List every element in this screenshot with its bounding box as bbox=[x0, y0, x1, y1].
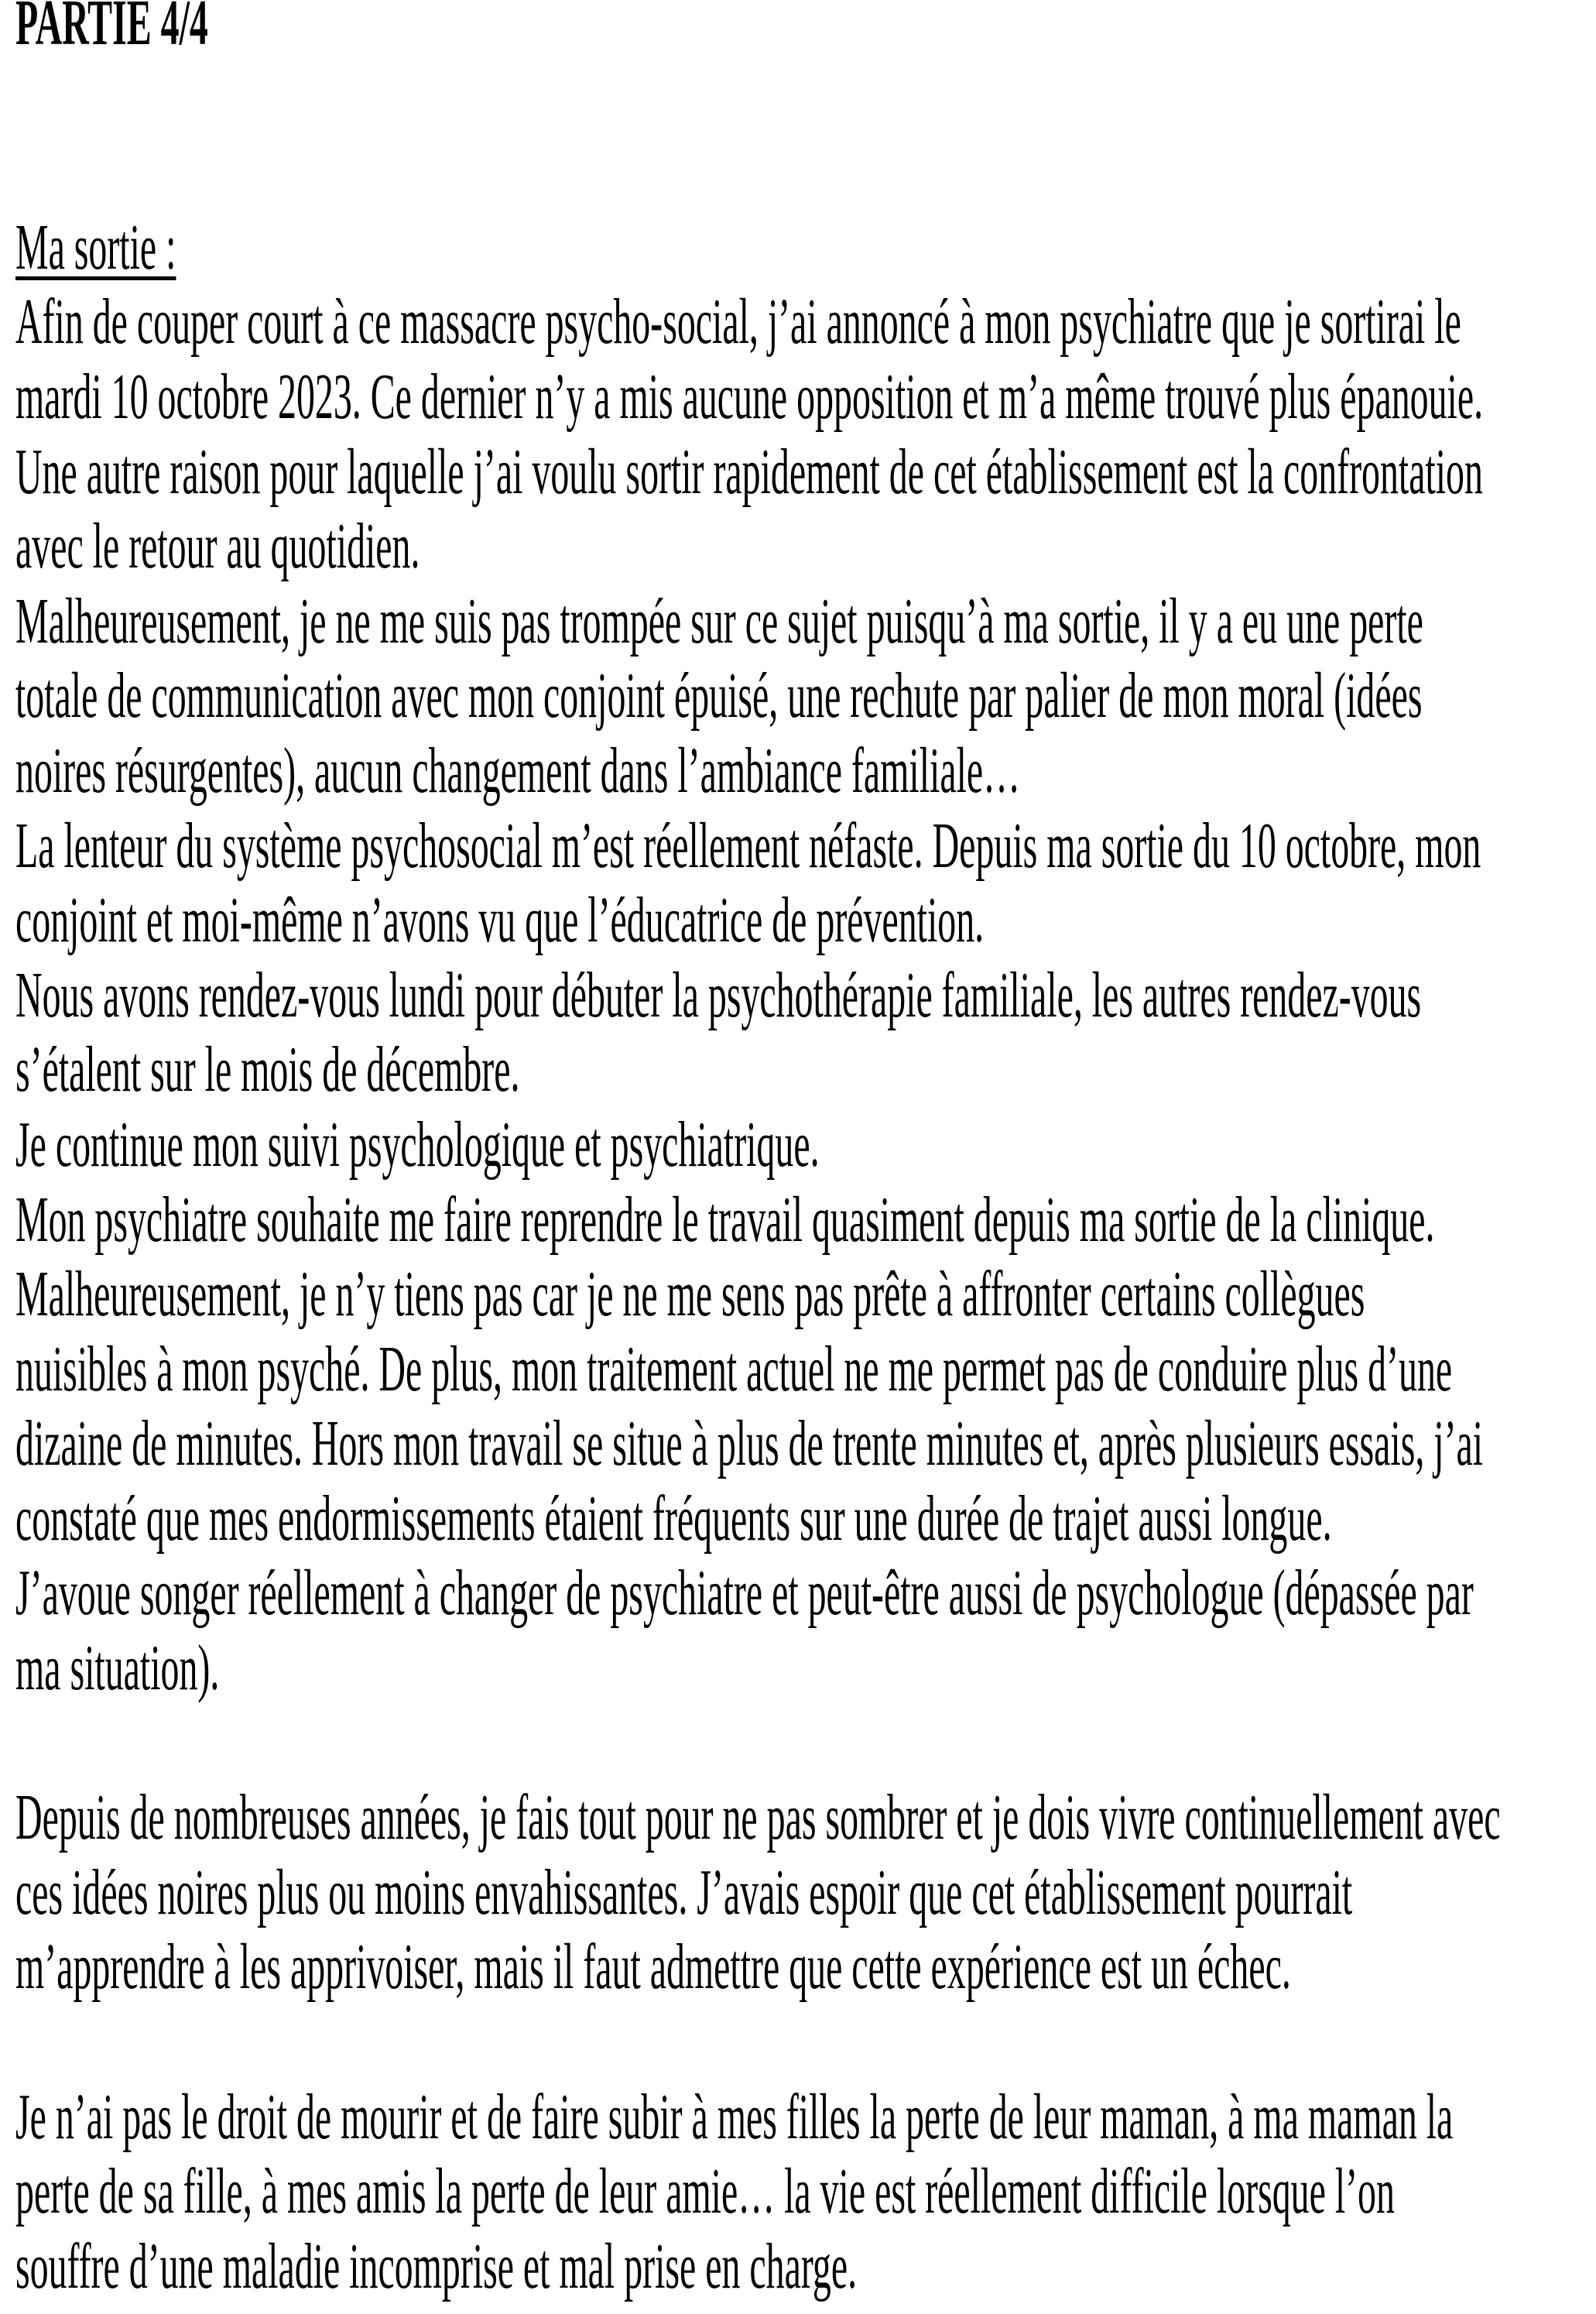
text-line: Malheureusement, je n’y tiens pas car je ne me sens pas prête à affronter certains collègues bbox=[15, 1258, 1365, 1331]
document-page bbox=[15, 0, 1596, 2304]
paragraph bbox=[15, 285, 1596, 1706]
text-line: La lenteur du système psychosocial m’est réellement néfaste. Depuis ma sortie du 10 octobre, mon bbox=[15, 809, 1481, 882]
text-line: avec le retour au quotidien. bbox=[15, 510, 420, 583]
blank-line bbox=[15, 61, 1596, 136]
text-line: Afin de couper court à ce massacre psycho-social, j’ai annoncé à mon psychiatre que je sortirai le bbox=[15, 286, 1461, 358]
paragraph bbox=[15, 2080, 1596, 2305]
text-line: noires résurgentes), aucun changement dans l’ambiance familiale… bbox=[15, 734, 1021, 807]
text-line: Je continue mon suivi psychologique et psychiatrique. bbox=[15, 1108, 820, 1181]
blank-line bbox=[15, 2005, 1596, 2080]
text-line: Depuis de nombreuses années, je fais tout pour ne pas sombrer et je dois vivre continuellement avec bbox=[15, 1781, 1501, 1854]
text-line: Malheureusement, je ne me suis pas trompée sur ce sujet puisqu’à ma sortie, il y a eu une perte bbox=[15, 584, 1423, 657]
text-line: souffre d’une maladie incomprise et mal prise en charge. bbox=[15, 2230, 858, 2302]
page-title: PARTIE 4/4 bbox=[15, 0, 208, 59]
text-line: conjoint et moi-même n’avons vu que l’éducatrice de prévention. bbox=[15, 884, 985, 957]
text-line: mardi 10 octobre 2023. Ce dernier n’y a mis aucune opposition et m’a même trouvé plus épanouie. bbox=[15, 360, 1484, 433]
text-line: J’avoue songer réellement à changer de psychiatre et peut-être aussi de psychologue (dépassée par bbox=[15, 1557, 1474, 1630]
text-line: perte de sa fille, à mes amis la perte de leur amie… la vie est réellement difficile lorsque l’on bbox=[15, 2155, 1395, 2228]
blank-line bbox=[15, 1706, 1596, 1781]
text-line: Une autre raison pour laquelle j’ai voulu sortir rapidement de cet établissement est la confrontation bbox=[15, 435, 1483, 508]
text-line: s’étalent sur le mois de décembre. bbox=[15, 1034, 520, 1106]
text-line: ma situation). bbox=[15, 1632, 220, 1705]
document-body bbox=[15, 285, 1596, 2304]
blank-line bbox=[15, 135, 1596, 211]
text-line: Mon psychiatre souhaite me faire reprendre le travail quasiment depuis ma sortie de la clinique. bbox=[15, 1183, 1435, 1256]
text-line: m’apprendre à les apprivoiser, mais il faut admettre que cette expérience est un échec. bbox=[15, 1931, 1291, 2004]
text-line: constaté que mes endormissements étaient fréquents sur une durée de trajet aussi longue. bbox=[15, 1482, 1332, 1555]
text-line: nuisibles à mon psyché. De plus, mon traitement actuel ne me permet pas de conduire plus d’une bbox=[15, 1332, 1453, 1405]
section-heading-text: Ma sortie : bbox=[15, 211, 176, 283]
text-line: dizaine de minutes. Hors mon travail se situe à plus de trente minutes et, après plusieurs essais, j’ai bbox=[15, 1407, 1484, 1480]
text-line: Je n’ai pas le droit de mourir et de faire subir à mes filles la perte de leur maman, à ma maman la bbox=[15, 2080, 1454, 2153]
text-line: ces idées noires plus ou moins envahissantes. J’avais espoir que cet établissement pourrait bbox=[15, 1856, 1353, 1928]
text-line: totale de communication avec mon conjoint épuisé, une rechute par palier de mon moral (idées bbox=[15, 660, 1423, 732]
section-heading bbox=[15, 211, 1596, 286]
text-line: Nous avons rendez-vous lundi pour débuter la psychothérapie familiale, les autres rendez-vous bbox=[15, 958, 1422, 1031]
paragraph bbox=[15, 1781, 1596, 2005]
